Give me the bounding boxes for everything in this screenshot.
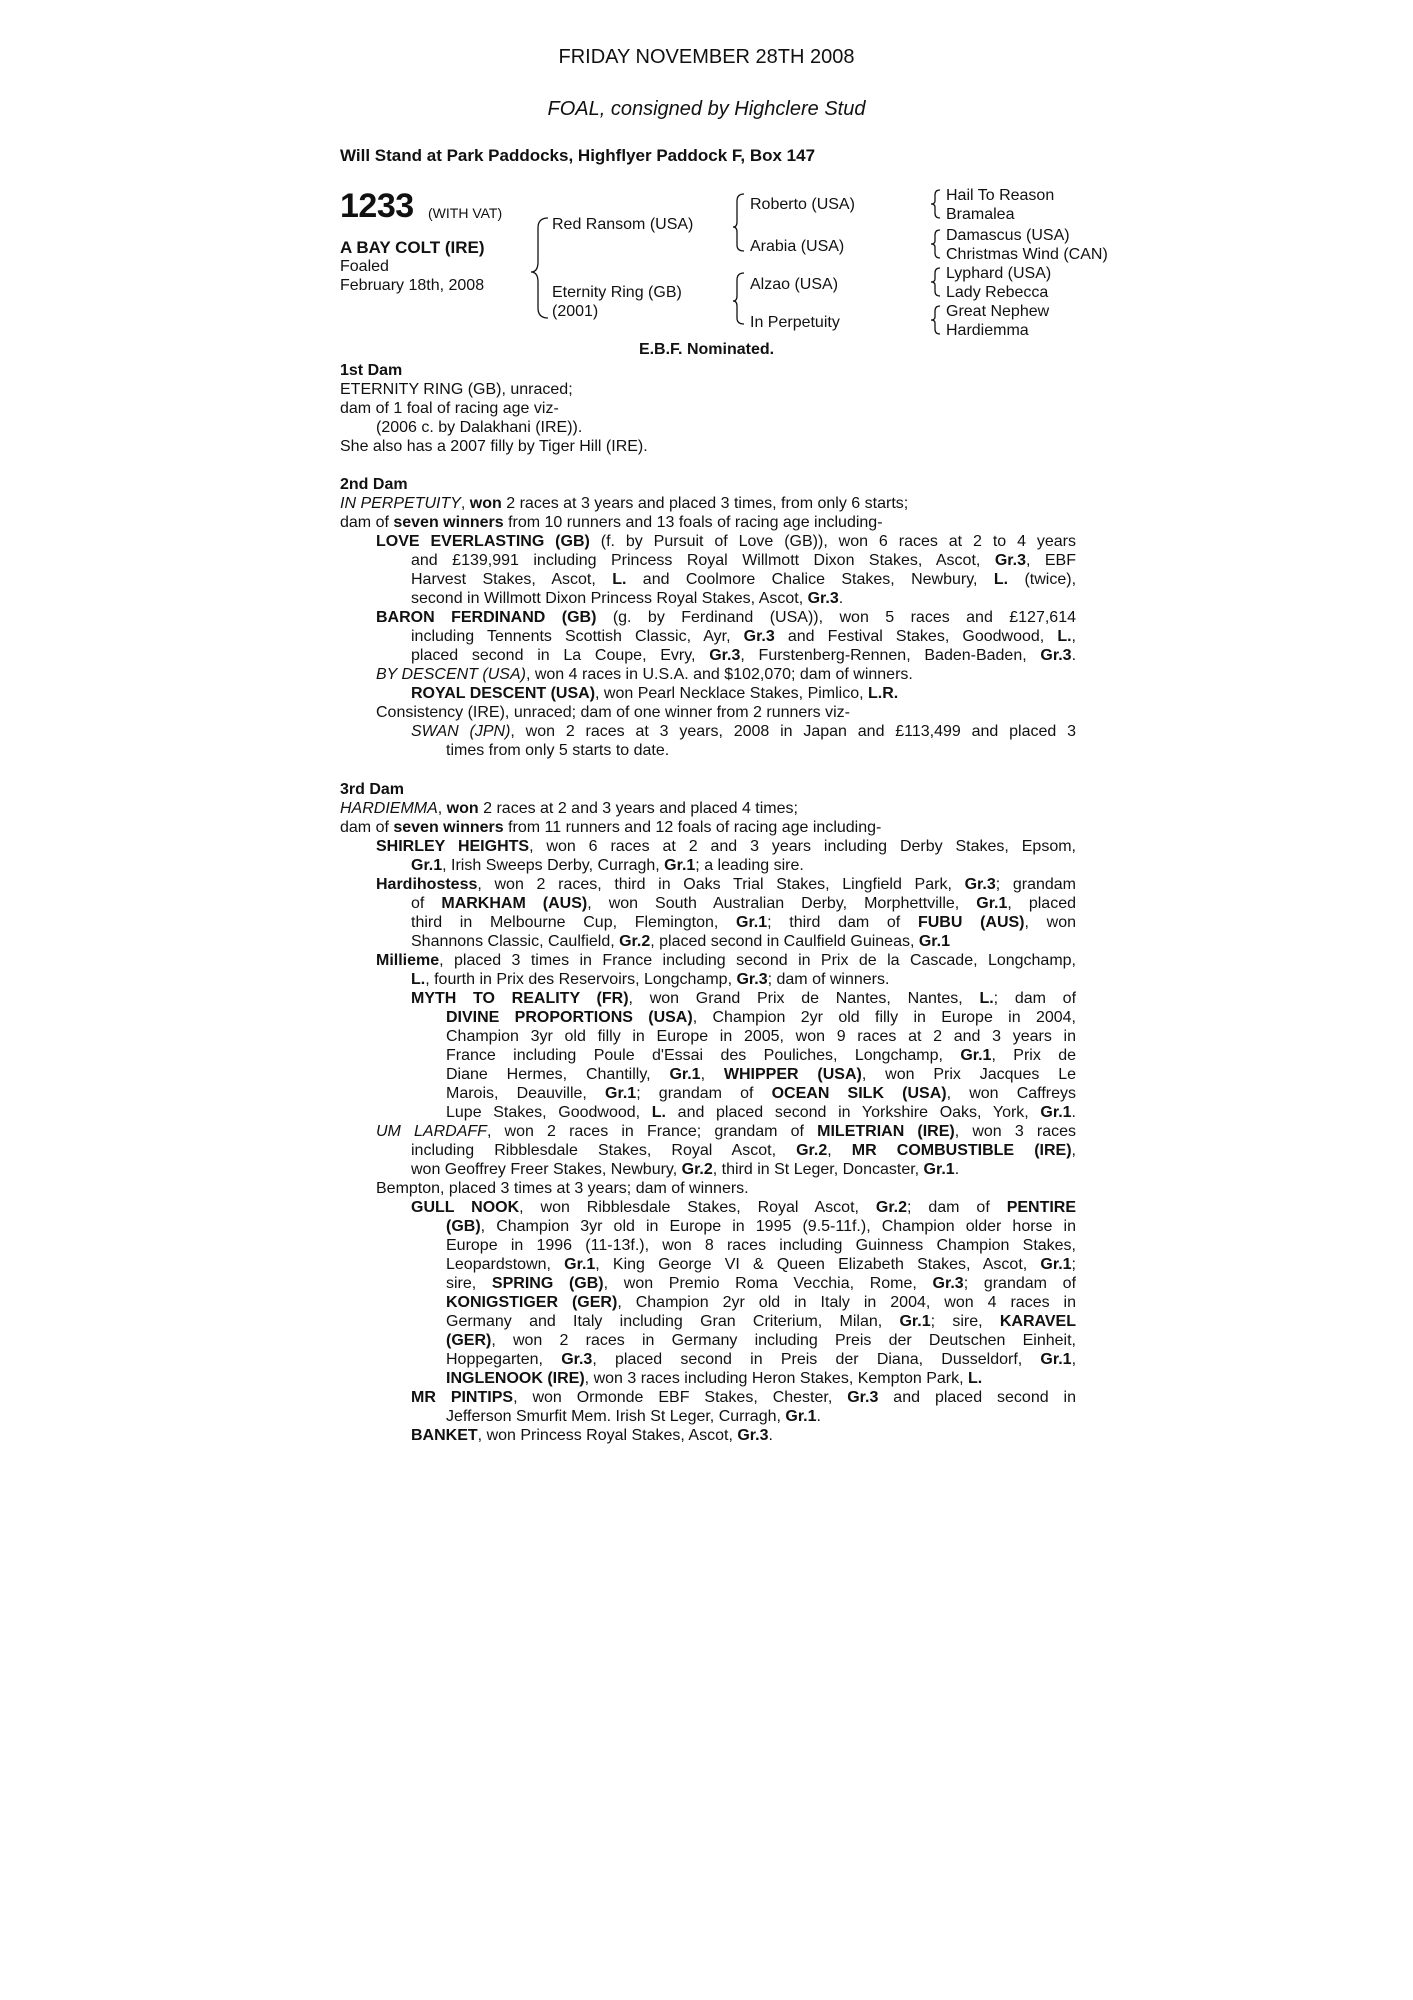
foaled-label: Foaled bbox=[340, 258, 389, 275]
pedigree-gen3-2: Bramalea bbox=[946, 206, 1015, 223]
text-line: dam of 1 foal of racing age viz- bbox=[340, 400, 559, 417]
text-line: HARDIEMMA, won 2 races at 2 and 3 years and placed 4 times; bbox=[340, 800, 798, 817]
text-line: (GER), won 2 races in Germany including Preis der Deutschen Einheit, bbox=[446, 1332, 1076, 1349]
sale-date: FRIDAY NOVEMBER 28TH 2008 bbox=[558, 46, 855, 68]
bracket-ds bbox=[931, 268, 940, 296]
text-line: SHIRLEY HEIGHTS, won 6 races at 2 and 3 years including Derby Stakes, Epsom, bbox=[376, 838, 1076, 855]
text-line: including Ribblesdale Stakes, Royal Ascot, Gr.2, MR COMBUSTIBLE (IRE), bbox=[411, 1142, 1076, 1159]
text-line: Germany and Italy including Gran Criterium, Milan, Gr.1; sire, KARAVEL bbox=[446, 1313, 1076, 1330]
first-dam-section bbox=[340, 361, 1076, 456]
text-line: UM LARDAFF, won 2 races in France; grandam of MILETRIAN (IRE), won 3 races bbox=[376, 1123, 1076, 1140]
pedigree-gen3-3: Damascus (USA) bbox=[946, 227, 1070, 244]
stand-location: Will Stand at Park Paddocks, Highflyer Paddock F, Box 147 bbox=[340, 146, 816, 165]
bracket-gen1 bbox=[531, 218, 548, 318]
text-line: of MARKHAM (AUS), won South Australian Derby, Morphettville, Gr.1, placed bbox=[411, 895, 1076, 912]
bracket-dam bbox=[733, 273, 744, 324]
text-line: MYTH TO REALITY (FR), won Grand Prix de Nantes, Nantes, L.; dam of bbox=[411, 990, 1076, 1007]
text-line: France including Poule d'Essai des Pouliches, Longchamp, Gr.1, Prix de bbox=[446, 1047, 1076, 1064]
text-line: dam of seven winners from 10 runners and 13 foals of racing age including- bbox=[340, 514, 883, 531]
section-heading: 3rd Dam bbox=[340, 781, 405, 798]
pedigree-gen3-4: Christmas Wind (CAN) bbox=[946, 246, 1108, 263]
text-line: won Geoffrey Freer Stakes, Newbury, Gr.2, third in St Leger, Doncaster, Gr.1. bbox=[411, 1161, 960, 1178]
text-line: MR PINTIPS, won Ormonde EBF Stakes, Chester, Gr.3 and placed second in bbox=[411, 1389, 1076, 1406]
text-line: IN PERPETUITY, won 2 races at 3 years and placed 3 times, from only 6 starts; bbox=[340, 495, 909, 512]
text-line: third in Melbourne Cup, Flemington, Gr.1; third dam of FUBU (AUS), won bbox=[411, 914, 1076, 931]
text-line: Bempton, placed 3 times at 3 years; dam of winners. bbox=[376, 1180, 749, 1197]
text-line: (2006 c. by Dalakhani (IRE)). bbox=[376, 419, 583, 436]
text-line: Lupe Stakes, Goodwood, L. and placed second in Yorkshire Oaks, York, Gr.1. bbox=[446, 1104, 1076, 1121]
pedigree-gen3-5: Lyphard (USA) bbox=[946, 265, 1052, 282]
foaled-date: February 18th, 2008 bbox=[340, 277, 485, 294]
bracket-sire bbox=[733, 194, 744, 251]
text-line: Harvest Stakes, Ascot, L. and Coolmore Chalice Stakes, Newbury, L. (twice), bbox=[411, 571, 1076, 588]
pedigree-gen3-6: Lady Rebecca bbox=[946, 284, 1049, 301]
text-line: BY DESCENT (USA), won 4 races in U.S.A. and $102,070; dam of winners. bbox=[376, 666, 913, 683]
pedigree-dam-year: (2001) bbox=[552, 303, 599, 320]
bracket-sd bbox=[931, 230, 940, 258]
text-line: Millieme, placed 3 times in France including second in Prix de la Cascade, Longchamp, bbox=[376, 952, 1076, 969]
text-line: Shannons Classic, Caulfield, Gr.2, placed second in Caulfield Guineas, Gr.1 bbox=[411, 933, 950, 950]
text-line: Hardihostess, won 2 races, third in Oaks Trial Stakes, Lingfield Park, Gr.3; grandam bbox=[376, 876, 1076, 893]
text-line: BANKET, won Princess Royal Stakes, Ascot, Gr.3. bbox=[411, 1427, 773, 1444]
text-line: SWAN (JPN), won 2 races at 3 years, 2008 in Japan and £113,499 and placed 3 bbox=[411, 723, 1076, 740]
text-line: sire, SPRING (GB), won Premio Roma Vecchia, Rome, Gr.3; grandam of bbox=[446, 1275, 1076, 1292]
text-line: placed second in La Coupe, Evry, Gr.3, Furstenberg-Rennen, Baden-Baden, Gr.3. bbox=[411, 647, 1076, 664]
lot-number: 1233 bbox=[340, 187, 414, 225]
pedigree-sire-sire: Roberto (USA) bbox=[750, 196, 855, 213]
text-line: ETERNITY RING (GB), unraced; bbox=[340, 381, 573, 398]
pedigree-dam-sire: Alzao (USA) bbox=[750, 276, 839, 293]
pedigree-gen3-1: Hail To Reason bbox=[946, 187, 1055, 204]
vat-note: (WITH VAT) bbox=[428, 205, 503, 221]
pedigree-dam-dam: In Perpetuity bbox=[750, 314, 840, 331]
text-line: (GB), Champion 3yr old in Europe in 1995 (9.5-11f.), Champion older horse in bbox=[446, 1218, 1076, 1235]
text-line: including Tennents Scottish Classic, Ayr, Gr.3 and Festival Stakes, Goodwood, L., bbox=[411, 628, 1076, 645]
text-line: KONIGSTIGER (GER), Champion 2yr old in Italy in 2004, won 4 races in bbox=[446, 1294, 1076, 1311]
text-line: DIVINE PROPORTIONS (USA), Champion 2yr old filly in Europe in 2004, bbox=[446, 1009, 1076, 1026]
pedigree-dam: Eternity Ring (GB) bbox=[552, 284, 682, 301]
text-line: GULL NOOK, won Ribblesdale Stakes, Royal Ascot, Gr.2; dam of PENTIRE bbox=[411, 1199, 1076, 1216]
ebf-nominated: E.B.F. Nominated. bbox=[638, 341, 775, 358]
text-line: Consistency (IRE), unraced; dam of one winner from 2 runners viz- bbox=[376, 704, 850, 721]
text-line: INGLENOOK (IRE), won 3 races including Heron Stakes, Kempton Park, L. bbox=[446, 1370, 983, 1387]
text-line: She also has a 2007 filly by Tiger Hill (IRE). bbox=[340, 438, 648, 455]
text-line: Gr.1, Irish Sweeps Derby, Curragh, Gr.1; a leading sire. bbox=[411, 857, 804, 874]
text-line: BARON FERDINAND (GB) (g. by Ferdinand (USA)), won 5 races and £127,614 bbox=[376, 609, 1076, 626]
section-heading: 1st Dam bbox=[340, 362, 403, 379]
text-line: Hoppegarten, Gr.3, placed second in Preis der Diana, Dusseldorf, Gr.1, bbox=[446, 1351, 1076, 1368]
text-line: and £139,991 including Princess Royal Willmott Dixon Stakes, Ascot, Gr.3, EBF bbox=[411, 552, 1076, 569]
text-line: ROYAL DESCENT (USA), won Pearl Necklace Stakes, Pimlico, L.R. bbox=[411, 685, 899, 702]
text-line: times from only 5 starts to date. bbox=[446, 742, 670, 759]
pedigree-sire: Red Ransom (USA) bbox=[552, 216, 694, 233]
text-line: LOVE EVERLASTING (GB) (f. by Pursuit of Love (GB)), won 6 races at 2 to 4 years bbox=[376, 533, 1076, 550]
text-line: Diane Hermes, Chantilly, Gr.1, WHIPPER (USA), won Prix Jacques Le bbox=[446, 1066, 1076, 1083]
section-heading: 2nd Dam bbox=[340, 476, 408, 493]
bracket-ss bbox=[931, 190, 940, 218]
text-line: second in Willmott Dixon Princess Royal Stakes, Ascot, Gr.3. bbox=[411, 590, 844, 607]
pedigree-sire-dam: Arabia (USA) bbox=[750, 238, 845, 255]
pedigree-gen3-7: Great Nephew bbox=[946, 303, 1050, 320]
text-line: Leopardstown, Gr.1, King George VI & Queen Elizabeth Stakes, Ascot, Gr.1; bbox=[446, 1256, 1076, 1273]
text-line: Champion 3yr old filly in Europe in 2005, won 9 races at 2 and 3 years in bbox=[446, 1028, 1076, 1045]
text-line: L., fourth in Prix des Reservoirs, Longchamp, Gr.3; dam of winners. bbox=[411, 971, 890, 988]
text-line: dam of seven winners from 11 runners and 12 foals of racing age including- bbox=[340, 819, 882, 836]
text-line: Europe in 1996 (11-13f.), won 8 races including Guinness Champion Stakes, bbox=[446, 1237, 1076, 1254]
third-dam-section bbox=[340, 780, 1076, 1445]
text-line: Marois, Deauville, Gr.1; grandam of OCEAN SILK (USA), won Caffreys bbox=[446, 1085, 1076, 1102]
lot-title: A BAY COLT (IRE) bbox=[340, 238, 485, 257]
pedigree-gen3-8: Hardiemma bbox=[946, 322, 1029, 339]
second-dam-section bbox=[340, 475, 1076, 760]
bracket-dd bbox=[931, 306, 940, 334]
consignor-line: FOAL, consigned by Highclere Stud bbox=[547, 98, 866, 120]
text-line: Jefferson Smurfit Mem. Irish St Leger, Curragh, Gr.1. bbox=[446, 1408, 821, 1425]
